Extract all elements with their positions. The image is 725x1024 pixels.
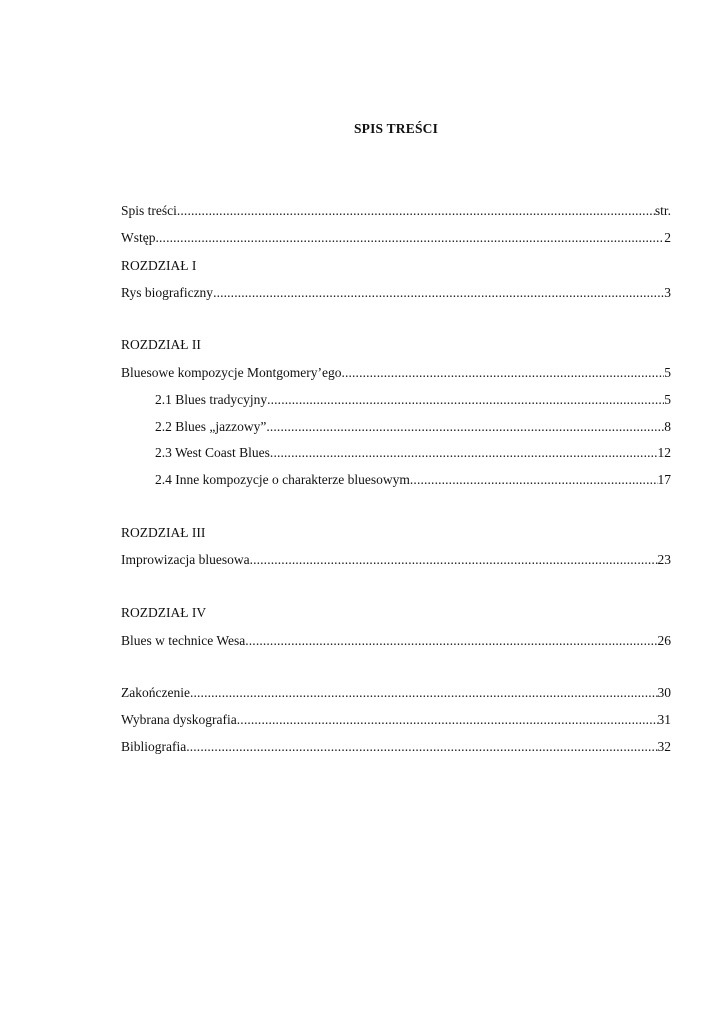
toc-entry-page: 3 [664, 285, 671, 300]
toc-entry-label: Bibliografia [121, 739, 187, 754]
toc-subentry-2-3 [155, 444, 671, 462]
toc-entry-label: Rys biograficzny [121, 285, 214, 300]
toc-entry-dyskografia [121, 711, 671, 729]
dot-leader [237, 711, 658, 729]
dot-leader [177, 202, 655, 220]
toc-entry-wstep [121, 229, 671, 247]
dot-leader [213, 284, 664, 302]
toc-entry-page: 26 [657, 633, 671, 648]
toc-entry-label: Improwizacja bluesowa [121, 552, 250, 567]
dot-leader [250, 551, 658, 569]
toc-entry-label: 2.1 Blues tradycyjny [155, 392, 268, 407]
toc-subentry-2-4 [155, 471, 671, 489]
toc-entry-label: Bluesowe kompozycje Montgomery’ego [121, 365, 342, 380]
toc-entry-page: 5 [664, 365, 671, 380]
toc-entry-page: 8 [664, 419, 671, 434]
toc-entry-improwizacja [121, 551, 671, 569]
chapter-heading-3: ROZDZIAŁ III [121, 525, 206, 540]
dot-leader [341, 364, 664, 382]
dot-leader [270, 444, 658, 462]
toc-entry-label: Wybrana dyskografia [121, 712, 237, 727]
chapter-heading-4: ROZDZIAŁ IV [121, 605, 207, 620]
toc-entry-page: 32 [657, 739, 671, 754]
toc-entry-bluesowe-kompozycje [121, 364, 671, 382]
dot-leader [267, 391, 664, 409]
toc-entry-rys-biograficzny [121, 284, 671, 302]
dot-leader [156, 229, 665, 247]
toc-entry-label: Spis treści [121, 203, 177, 218]
toc-entry-page: 17 [657, 472, 671, 487]
toc-subentry-2-1 [155, 391, 671, 409]
toc-subentry-2-2 [155, 418, 671, 436]
page-title: SPIS TREŚCI [353, 121, 439, 136]
dot-leader [186, 738, 657, 756]
toc-entry-label: 2.3 West Coast Blues [155, 445, 270, 460]
toc-entry-page: 12 [657, 445, 671, 460]
chapter-heading-1: ROZDZIAŁ I [121, 258, 197, 273]
dot-leader [190, 684, 658, 702]
toc-entry-page: 2 [664, 230, 671, 245]
toc-entry-page: 23 [657, 552, 671, 567]
toc-entry-page: 31 [657, 712, 671, 727]
toc-entry-label: 2.4 Inne kompozycje o charakterze bluesowym [155, 472, 410, 487]
chapter-heading-2: ROZDZIAŁ II [121, 337, 201, 352]
dot-leader [410, 471, 658, 489]
toc-entry-blues-w-technice [121, 632, 671, 650]
dot-leader [266, 418, 664, 436]
toc-entry-label: Wstęp [121, 230, 156, 245]
toc-entry-spis-tresci [121, 202, 671, 220]
toc-entry-page: str. [654, 203, 671, 218]
toc-entry-page: 5 [664, 392, 671, 407]
toc-entry-label: Blues w technice Wesa [121, 633, 246, 648]
dot-leader [245, 632, 657, 650]
toc-entry-bibliografia [121, 738, 671, 756]
toc-entry-zakonczenie [121, 684, 671, 702]
toc-entry-page: 30 [657, 685, 671, 700]
toc-entry-label: 2.2 Blues „jazzowy” [155, 419, 267, 434]
toc-entry-label: Zakończenie [121, 685, 190, 700]
